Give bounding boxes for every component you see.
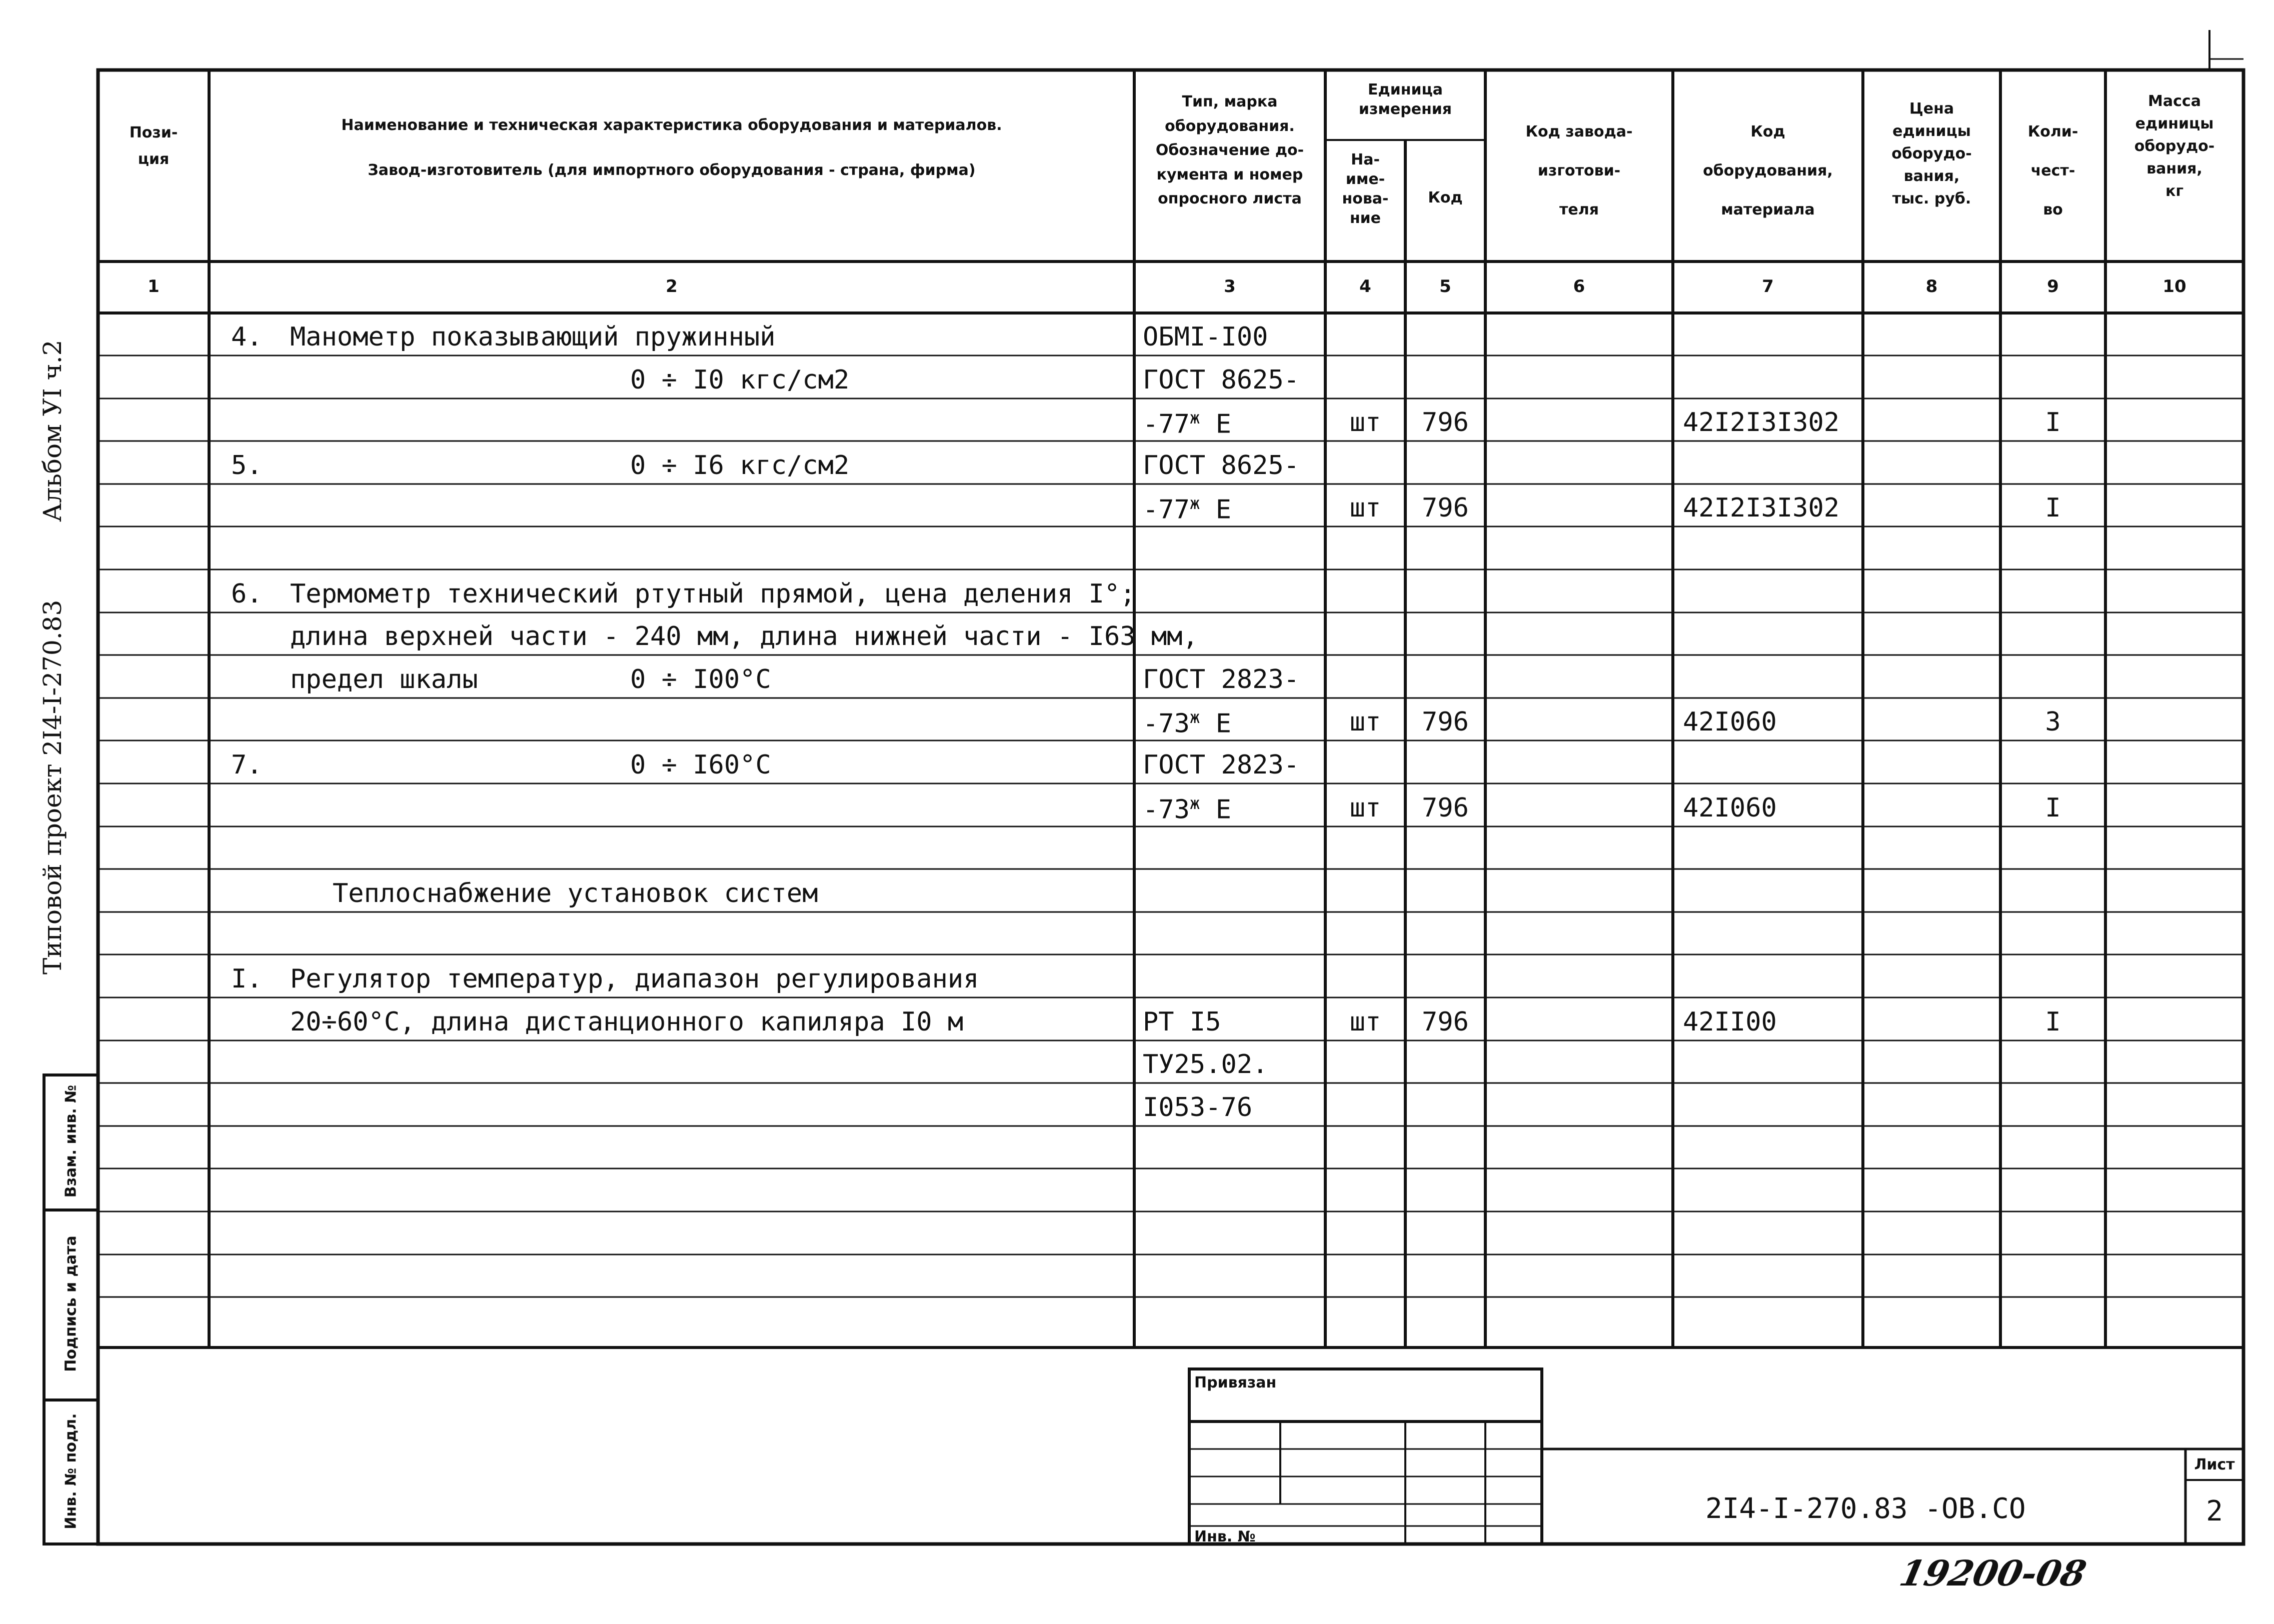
row-11-c3-sup: ж bbox=[1189, 793, 1200, 814]
stamp-doc-code: 2I4-I-270.83 -ОВ.СО bbox=[1705, 1492, 2026, 1525]
stamp-list-label: Лист bbox=[2194, 1456, 2235, 1474]
row-9-c3-suffix: Е bbox=[1200, 708, 1232, 739]
row-9-c5: 796 bbox=[1422, 707, 1469, 738]
header-quantity: Коли- чест- во bbox=[2027, 123, 2078, 218]
row-11-c9: I bbox=[2045, 792, 2061, 823]
row-0-c3: ОБМI-I00 bbox=[1143, 322, 1268, 352]
handwritten-number: 19200-08 bbox=[1896, 1552, 2090, 1594]
row-11-c4: шт bbox=[1349, 792, 1381, 823]
row-16-c3: РТ I5 bbox=[1143, 1006, 1221, 1037]
row-9-c3 bbox=[1143, 708, 1232, 739]
row-1-c2c: 0 ÷ I0 кгс/см2 bbox=[630, 364, 850, 395]
side-label-inv-vzam: Взам. инв. № bbox=[62, 1084, 80, 1198]
header-price: Цена единицы оборудо- вания, тыс. руб. bbox=[1891, 100, 1972, 208]
row-16-c2b: 20÷60°С, длина дистанционного капиляра I0 м bbox=[290, 1006, 964, 1037]
header-unit: Единица измерения bbox=[1358, 81, 1452, 118]
side-label-album: Альбом УI ч.2 bbox=[38, 340, 67, 522]
row-9-c3-sup: ж bbox=[1189, 708, 1200, 728]
side-label-project: Типовой проект 2I4-I-270.83 bbox=[38, 600, 67, 974]
row-2-c3-base: -77 bbox=[1143, 409, 1190, 440]
row-2-c3-sup: ж bbox=[1189, 408, 1200, 428]
header-unit-name: На- име- нова- ние bbox=[1342, 151, 1389, 227]
row-0-c2b: Манометр показывающий пружинный bbox=[290, 322, 776, 352]
row-15-c2a: I. bbox=[231, 964, 263, 994]
row-11-c7: 42I060 bbox=[1683, 792, 1777, 823]
header-unit-code: Код bbox=[1428, 189, 1463, 206]
row-2-c3-suffix: Е bbox=[1200, 409, 1232, 440]
col-number-10: 10 bbox=[2162, 276, 2186, 296]
row-7-c2b: длина верхней части - 240 мм, длина нижней части - I63 мм, bbox=[290, 622, 1198, 652]
header-mass: Масса единицы оборудо- вания, кг bbox=[2134, 92, 2215, 200]
row-17-c3: ТУ25.02. bbox=[1143, 1050, 1268, 1080]
row-18-c3: I053-76 bbox=[1143, 1092, 1253, 1122]
row-16-c4: шт bbox=[1349, 1006, 1381, 1037]
row-2-c9: I bbox=[2045, 408, 2061, 438]
col-number-6: 6 bbox=[1573, 276, 1585, 296]
row-2-c5: 796 bbox=[1422, 408, 1469, 438]
col-number-5: 5 bbox=[1439, 276, 1451, 296]
row-4-c7: 42I2I3I302 bbox=[1683, 493, 1840, 524]
row-10-c3: ГОСТ 2823- bbox=[1143, 750, 1300, 780]
header-equipment-code: Код оборудования, материала bbox=[1703, 123, 1833, 218]
row-1-c3: ГОСТ 8625- bbox=[1143, 364, 1300, 395]
row-11-c3 bbox=[1143, 795, 1231, 822]
header-name-line2: Завод-изготовитель (для импортного оборудования - страна, фирма) bbox=[368, 162, 976, 179]
row-13-c2d: Теплоснабжение установок систем bbox=[333, 878, 818, 908]
row-11-c5: 796 bbox=[1422, 792, 1469, 823]
col-number-2: 2 bbox=[666, 276, 678, 296]
row-4-c3-suffix: Е bbox=[1200, 494, 1232, 525]
row-4-c3 bbox=[1143, 494, 1232, 525]
col-number-8: 8 bbox=[1925, 276, 1938, 296]
row-0-c2a: 4. bbox=[231, 322, 263, 352]
row-6-c2b: Термометр технический ртутный прямой, цена деления I°; bbox=[290, 578, 1136, 609]
col-number-1: 1 bbox=[148, 276, 160, 296]
header-name-line1: Наименование и техническая характеристика оборудования и материалов. bbox=[341, 116, 1002, 134]
col-number-9: 9 bbox=[2047, 276, 2059, 296]
row-8-c2b: предел шкалы bbox=[290, 664, 478, 694]
row-4-c3-base: -77 bbox=[1143, 494, 1190, 525]
row-6-c2a: 6. bbox=[231, 578, 263, 609]
col-number-7: 7 bbox=[1762, 276, 1774, 296]
row-10-c2c: 0 ÷ I60°С bbox=[630, 750, 771, 780]
header-factory-code: Код завода- изготови- теля bbox=[1525, 123, 1633, 218]
row-4-c9: I bbox=[2045, 493, 2061, 524]
row-10-c2a: 7. bbox=[231, 750, 263, 780]
row-9-c7: 42I060 bbox=[1683, 707, 1777, 738]
row-15-c2b: Регулятор температур, диапазон регулирования bbox=[290, 964, 979, 994]
row-2-c7: 42I2I3I302 bbox=[1683, 408, 1840, 438]
row-8-c2c: 0 ÷ I00°С bbox=[630, 664, 771, 694]
header-type: Тип, марка оборудования. Обозначение до- кумента и номер опросного листа bbox=[1155, 93, 1304, 208]
row-9-c4: шт bbox=[1349, 707, 1381, 738]
row-4-c5: 796 bbox=[1422, 493, 1469, 524]
row-16-c7: 42II00 bbox=[1683, 1006, 1777, 1037]
row-4-c4: шт bbox=[1349, 493, 1381, 524]
row-3-c3: ГОСТ 8625- bbox=[1143, 450, 1300, 480]
row-9-c9: 3 bbox=[2045, 707, 2061, 738]
stamp-inv-no: Инв. № bbox=[1194, 1528, 1256, 1546]
col-number-3: 3 bbox=[1224, 276, 1236, 296]
side-label-sign-date: Подпись и дата bbox=[62, 1236, 80, 1372]
row-16-c5: 796 bbox=[1422, 1006, 1469, 1037]
row-16-c9: I bbox=[2045, 1006, 2061, 1037]
row-11-c3-base: -73 bbox=[1143, 794, 1190, 824]
row-2-c3 bbox=[1143, 408, 1232, 440]
stamp-privyazan: Привязан bbox=[1194, 1374, 1277, 1392]
row-11-c3-suffix: Е bbox=[1200, 794, 1232, 824]
row-2-c4: шт bbox=[1349, 408, 1381, 438]
stamp-list-number: 2 bbox=[2206, 1495, 2223, 1528]
side-label-inv-podl: Инв. № подл. bbox=[62, 1413, 80, 1530]
row-3-c2c: 0 ÷ I6 кгс/см2 bbox=[630, 450, 850, 480]
row-9-c3-base: -73 bbox=[1143, 708, 1190, 739]
row-4-c3-sup: ж bbox=[1189, 494, 1200, 514]
row-8-c3: ГОСТ 2823- bbox=[1143, 664, 1300, 694]
col-number-4: 4 bbox=[1359, 276, 1371, 296]
row-3-c2a: 5. bbox=[231, 450, 263, 480]
header-position: Пози- ция bbox=[129, 124, 178, 168]
